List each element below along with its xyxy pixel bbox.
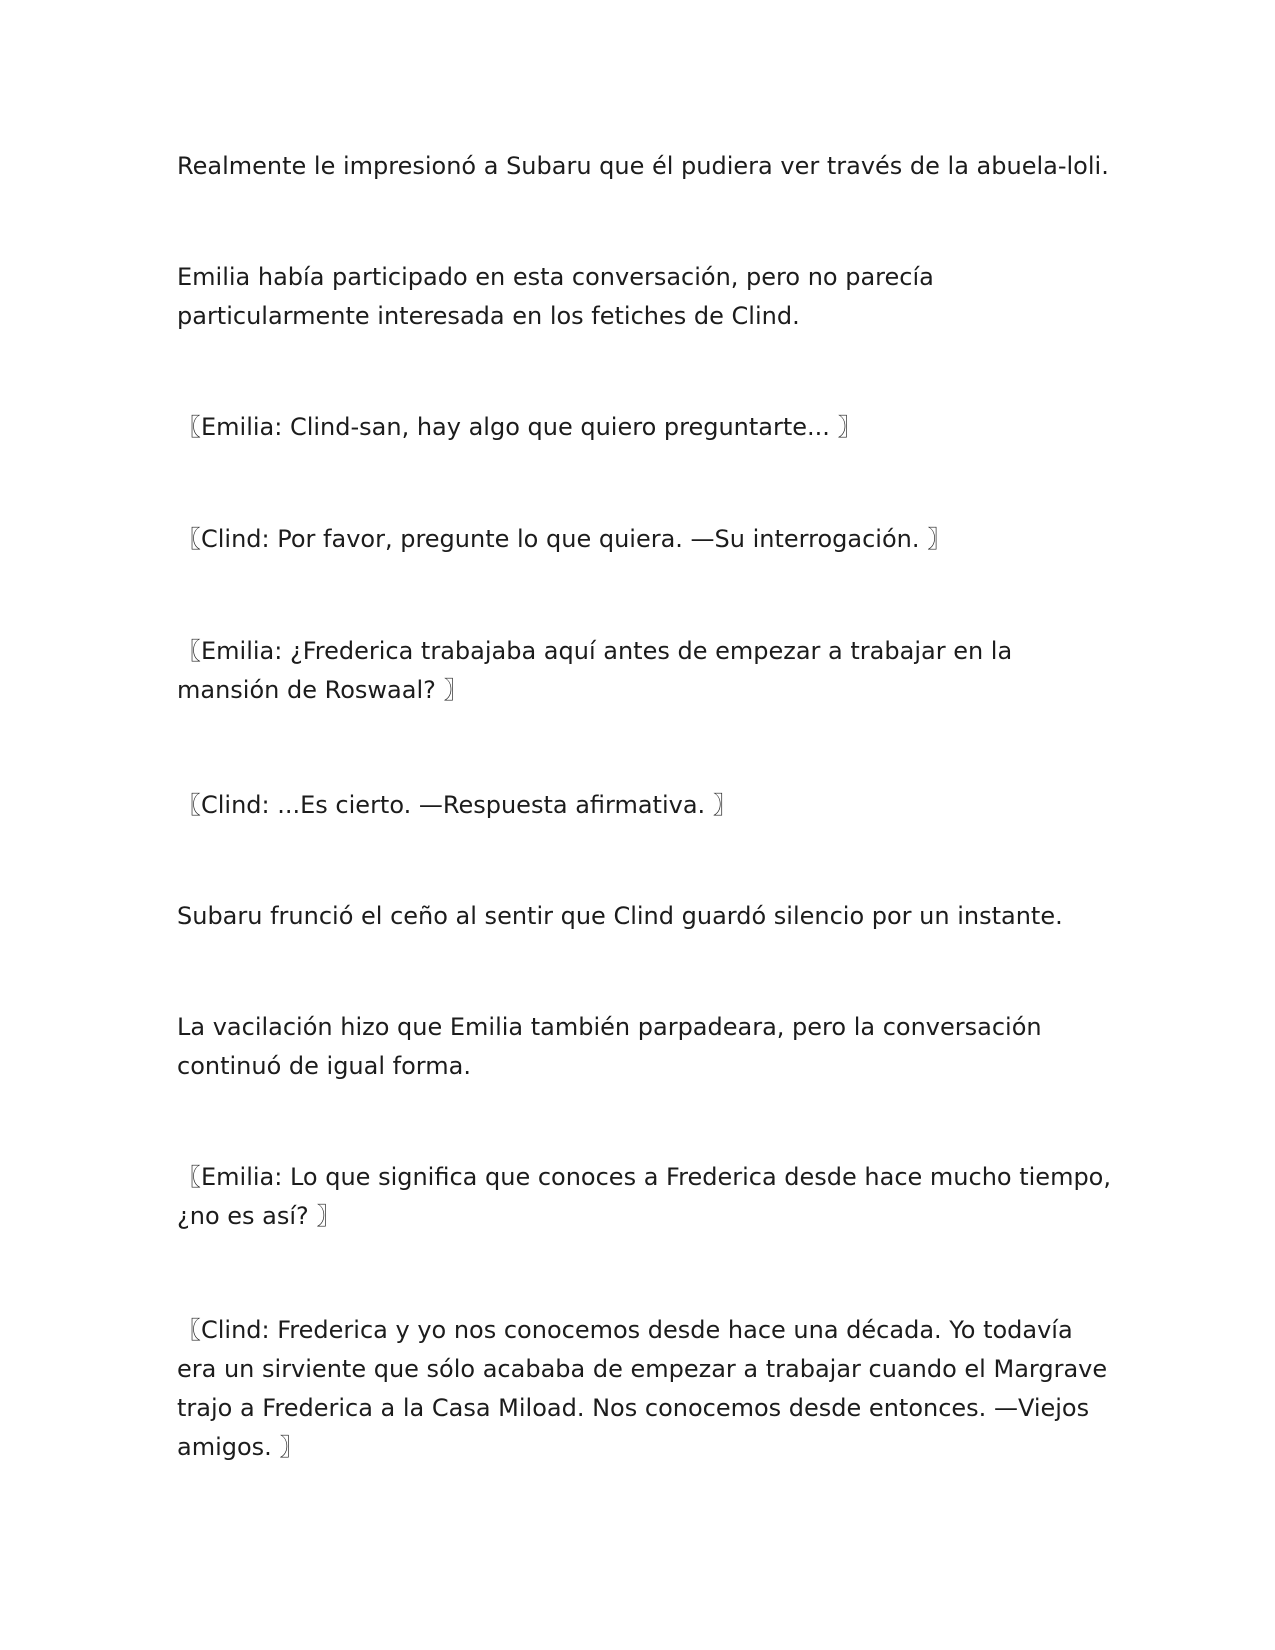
paragraph-narration: Realmente le impresionó a Subaru que él pudiera ver través de la abuela-loli. xyxy=(177,152,1109,180)
paragraph-narration: Emilia había participado en esta conversación, pero no parecía particularmente interesada en los fetiches de Clind. xyxy=(177,263,934,330)
paragraph-dialogue: 〖Clind: Frederica y yo nos conocemos desde hace una década. Yo todavía era un sirviente que sólo acababa de empezar a trabajar cuando el Margrave trajo a Frederica a la Casa Miload. Nos conocemos desde entonces. —Viejos amigos. 〗 xyxy=(177,1316,1108,1461)
paragraph-narration: La vacilación hizo que Emilia también parpadeara, pero la conversación continuó de igual forma. xyxy=(177,1013,1042,1080)
paragraph-dialogue: 〖Clind: Por favor, pregunte lo que quiera. —Su interrogación. 〗 xyxy=(177,525,952,553)
paragraph-narration: Subaru frunció el ceño al sentir que Clind guardó silencio por un instante. xyxy=(177,902,1063,930)
paragraph-dialogue: 〖Clind: ...Es cierto. —Respuesta afirmativa. 〗 xyxy=(177,791,737,819)
paragraph-dialogue: 〖Emilia: Clind-san, hay algo que quiero preguntarte... 〗 xyxy=(177,413,862,441)
paragraph-dialogue: 〖Emilia: Lo que significa que conoces a Frederica desde hace mucho tiempo, ¿no es así? 〗 xyxy=(177,1163,1111,1230)
paragraph-dialogue: 〖Emilia: ¿Frederica trabajaba aquí antes de empezar a trabajar en la mansión de Roswaal? 〗 xyxy=(177,637,1013,704)
